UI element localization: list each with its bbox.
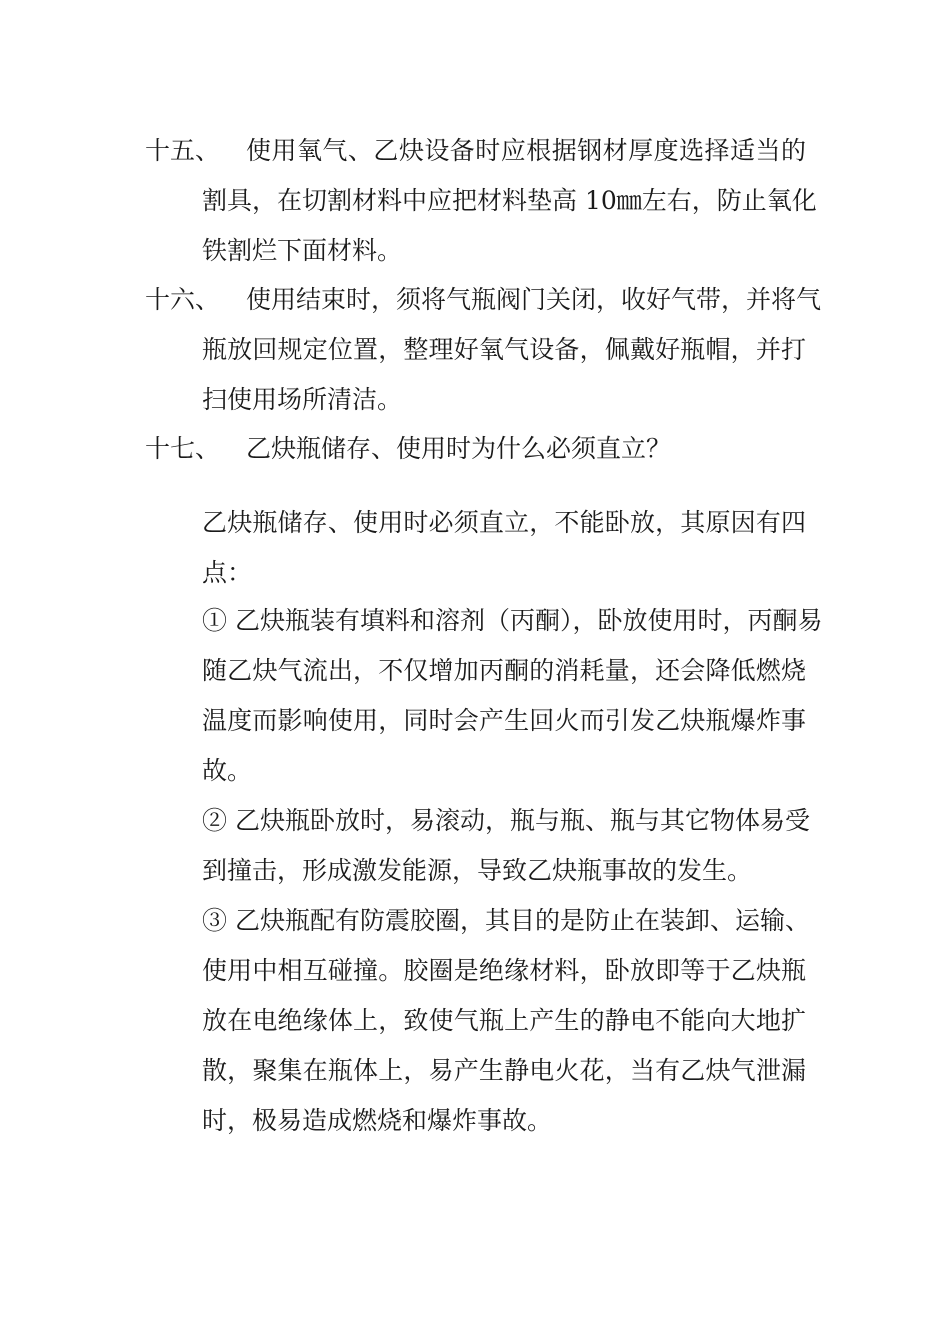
item-number: 十七、 xyxy=(145,434,221,463)
item-text-line: 铁割烂下面材料。 xyxy=(202,236,403,265)
reason-line: 温度而影响使用，同时会产生回火而引发乙炔瓶爆炸事 xyxy=(202,706,806,735)
reason-line: 放在电绝缘体上，致使气瓶上产生的静电不能向大地扩 xyxy=(202,1006,806,1035)
reason-line: ② 乙炔瓶卧放时，易滚动，瓶与瓶、瓶与其它物体易受 xyxy=(202,806,810,835)
reason-line: 故。 xyxy=(202,756,253,785)
reason-line: ③ 乙炔瓶配有防震胶圈，其目的是防止在装卸、运输、 xyxy=(202,906,810,935)
answer-intro-line: 点： xyxy=(202,558,253,587)
item-text-line: 使用结束时，须将气瓶阀门关闭，收好气带，并将气 xyxy=(246,285,822,314)
item-text-line: 使用氧气、乙炔设备时应根据钢材厚度选择适当的 xyxy=(246,136,806,165)
item-question: 乙炔瓶储存、使用时为什么必须直立？ xyxy=(246,434,672,463)
reason-line: 使用中相互碰撞。胶圈是绝缘材料，卧放即等于乙炔瓶 xyxy=(202,956,806,985)
item-number: 十五、 xyxy=(145,136,221,165)
reason-line: 到撞击，形成激发能源，导致乙炔瓶事故的发生。 xyxy=(202,856,753,885)
item-text-line: 扫使用场所清洁。 xyxy=(202,385,403,414)
reason-line: 散，聚集在瓶体上，易产生静电火花，当有乙炔气泄漏 xyxy=(202,1056,806,1085)
item-text-line: 瓶放回规定位置，整理好氧气设备，佩戴好瓶帽，并打 xyxy=(202,335,806,364)
answer-intro-line: 乙炔瓶储存、使用时必须直立，不能卧放，其原因有四 xyxy=(202,508,806,537)
item-number: 十六、 xyxy=(145,285,221,314)
reason-line: 时，极易造成燃烧和爆炸事故。 xyxy=(202,1106,553,1135)
reason-line: ① 乙炔瓶装有填料和溶剂（丙酮），卧放使用时，丙酮易 xyxy=(202,606,823,635)
reason-line: 随乙炔气流出，不仅增加丙酮的消耗量，还会降低燃烧 xyxy=(202,656,806,685)
item-text-line: 割具，在切割材料中应把材料垫高 10㎜左右，防止氧化 xyxy=(202,186,817,215)
